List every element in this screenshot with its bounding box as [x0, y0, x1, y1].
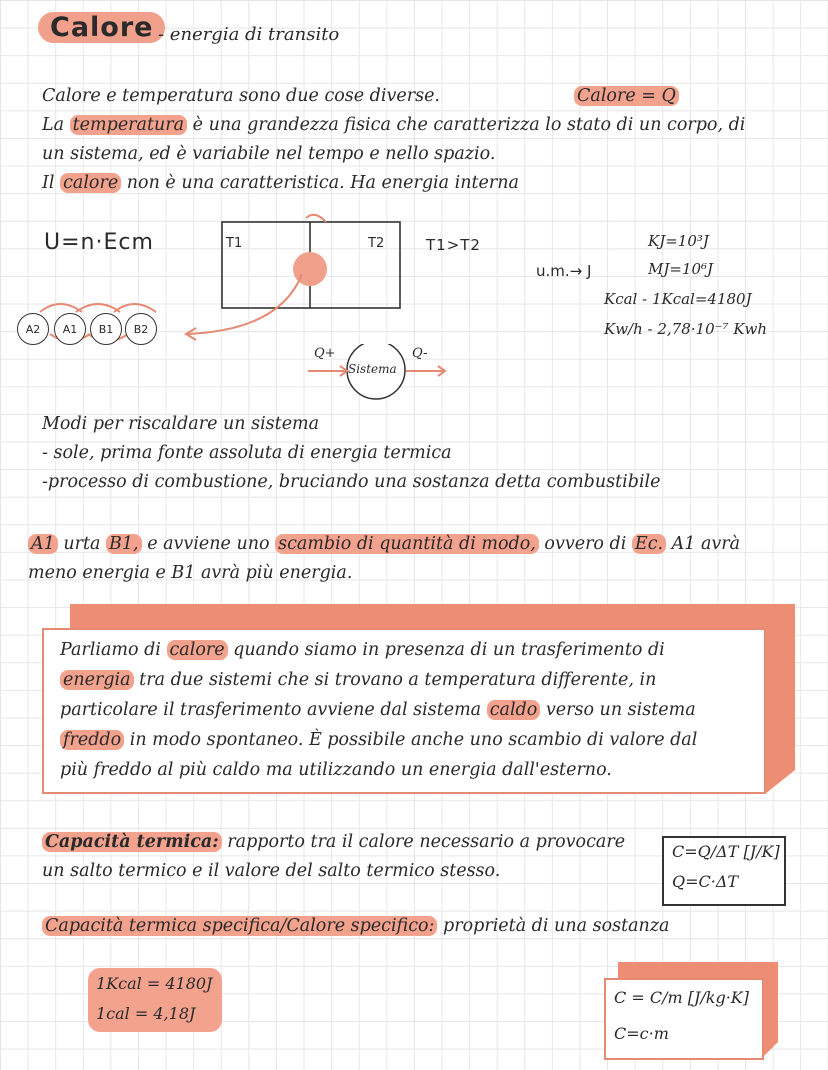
cap-formula-1: C=Q/ΔT [J/K] [672, 842, 780, 861]
box-line-3 [60, 696, 696, 725]
particle-b2: B2 [125, 313, 157, 345]
calore-eq-text: Calore = Q [574, 86, 679, 106]
particle-b1: B1 [90, 313, 122, 345]
box-line-4 [60, 726, 697, 755]
modi-item-2: -processo di combustione, bruciando una sostanza detta combustibile [42, 472, 661, 492]
box-l2b: tra due sistemi che si trovano a temperatura differente, in [139, 670, 657, 690]
top-arrow [306, 215, 326, 222]
kcal-conv-2: 1cal = 4,18J [96, 1004, 196, 1023]
cap-line-2: un salto termico e il valore del salto termico stesso. [42, 861, 501, 881]
box-l4b: in modo spontaneo. È possibile anche uno scambio di valore dal [129, 730, 698, 750]
temperature-line [42, 111, 745, 140]
calore-equals-q [574, 82, 679, 111]
urto-ec: Ec. [632, 534, 666, 554]
urto-ovvero: ovvero di [544, 534, 627, 554]
label-t1: T1 [226, 236, 243, 251]
sistema-label: Sistema [348, 362, 397, 376]
cal-prefix: Il [42, 173, 55, 193]
t-relation: T1>T2 [426, 236, 481, 254]
urto-line [28, 530, 740, 559]
box-calore: calore [167, 640, 228, 660]
box-line-1 [60, 636, 665, 665]
title-pill: Calore [38, 12, 165, 43]
unit-measure: u.m.→ J [536, 262, 592, 280]
cal-rest: non è una caratteristica. Ha energia interna [126, 173, 519, 193]
box-l1c: quando siamo in presenza di un trasferimento di [233, 640, 665, 660]
particle-a1: A1 [54, 313, 86, 345]
box-l1a: Parliamo di [60, 640, 161, 660]
cap-line-1 [42, 828, 625, 857]
box-energia: energia [60, 670, 134, 690]
urto-end: A1 avrà [671, 534, 741, 554]
modi-item-1: - sole, prima fonte assoluta di energia termica [42, 443, 452, 463]
urto-b1: B1, [106, 534, 142, 554]
spec-text: proprietà di una sostanza [443, 916, 670, 936]
box-l3a: particolare il trasferimento avviene dal sistema [60, 700, 482, 720]
urto-line-2: meno energia e B1 avrà più energia. [28, 563, 353, 583]
unit-kwh: Kw/h - 2,78·10⁻⁷ Kwh [604, 320, 768, 338]
q-in-label: Q+ [314, 346, 336, 361]
urto-a1: A1 [28, 534, 58, 554]
urto-verb: urta [63, 534, 101, 554]
unit-kcal: Kcal - 1Kcal=4180J [604, 290, 752, 308]
spec-label: Capacità termica specifica/Calore specifico: [42, 916, 437, 936]
intro-line: Calore e temperatura sono due cose diverse. [42, 86, 440, 106]
heat-arrow [188, 274, 302, 334]
page-title [38, 12, 165, 43]
temp-prefix: La [42, 115, 65, 135]
box-line-2 [60, 666, 656, 695]
temp-highlight: temperatura [70, 115, 187, 135]
unit-kj: KJ=10³J [648, 232, 709, 250]
temp-rest: è una grandezza fisica che caratterizza lo stato di un corpo, di [192, 115, 746, 135]
box-freddo: freddo [60, 730, 124, 750]
urto-scambio: scambio di quantità di modo, [275, 534, 539, 554]
box-l3c: verso un sistema [545, 700, 696, 720]
q-out-label: Q- [412, 346, 428, 361]
modi-title: Modi per riscaldare un sistema [42, 414, 320, 434]
calore-line [42, 169, 519, 198]
label-t2: T2 [368, 236, 385, 251]
box-caldo: caldo [487, 700, 541, 720]
particle-a2: A2 [17, 313, 49, 345]
kcal-conv-1: 1Kcal = 4180J [96, 974, 213, 993]
page-subtitle: - energia di transito [158, 24, 340, 45]
cap-text-1: rapporto tra il calore necessario a provocare [227, 832, 626, 852]
u-formula: U=n·Ecm [44, 230, 154, 255]
cap-formula-2: Q=C·ΔT [672, 872, 739, 891]
urto-mid: e avviene uno [147, 534, 270, 554]
temperature-line-2: un sistema, ed è variabile nel tempo e nello spazio. [42, 144, 496, 164]
spec-formula-2: C=c·m [614, 1024, 669, 1043]
spec-line [42, 912, 669, 941]
box-line-5: più freddo al più caldo ma utilizzando un energia dall'esterno. [60, 760, 612, 780]
cap-label: Capacità termica: [42, 832, 222, 852]
cal-highlight: calore [60, 173, 121, 193]
unit-mj: MJ=10⁶J [648, 260, 714, 278]
spec-formula-1: C = C/m [J/kg·K] [614, 988, 749, 1007]
